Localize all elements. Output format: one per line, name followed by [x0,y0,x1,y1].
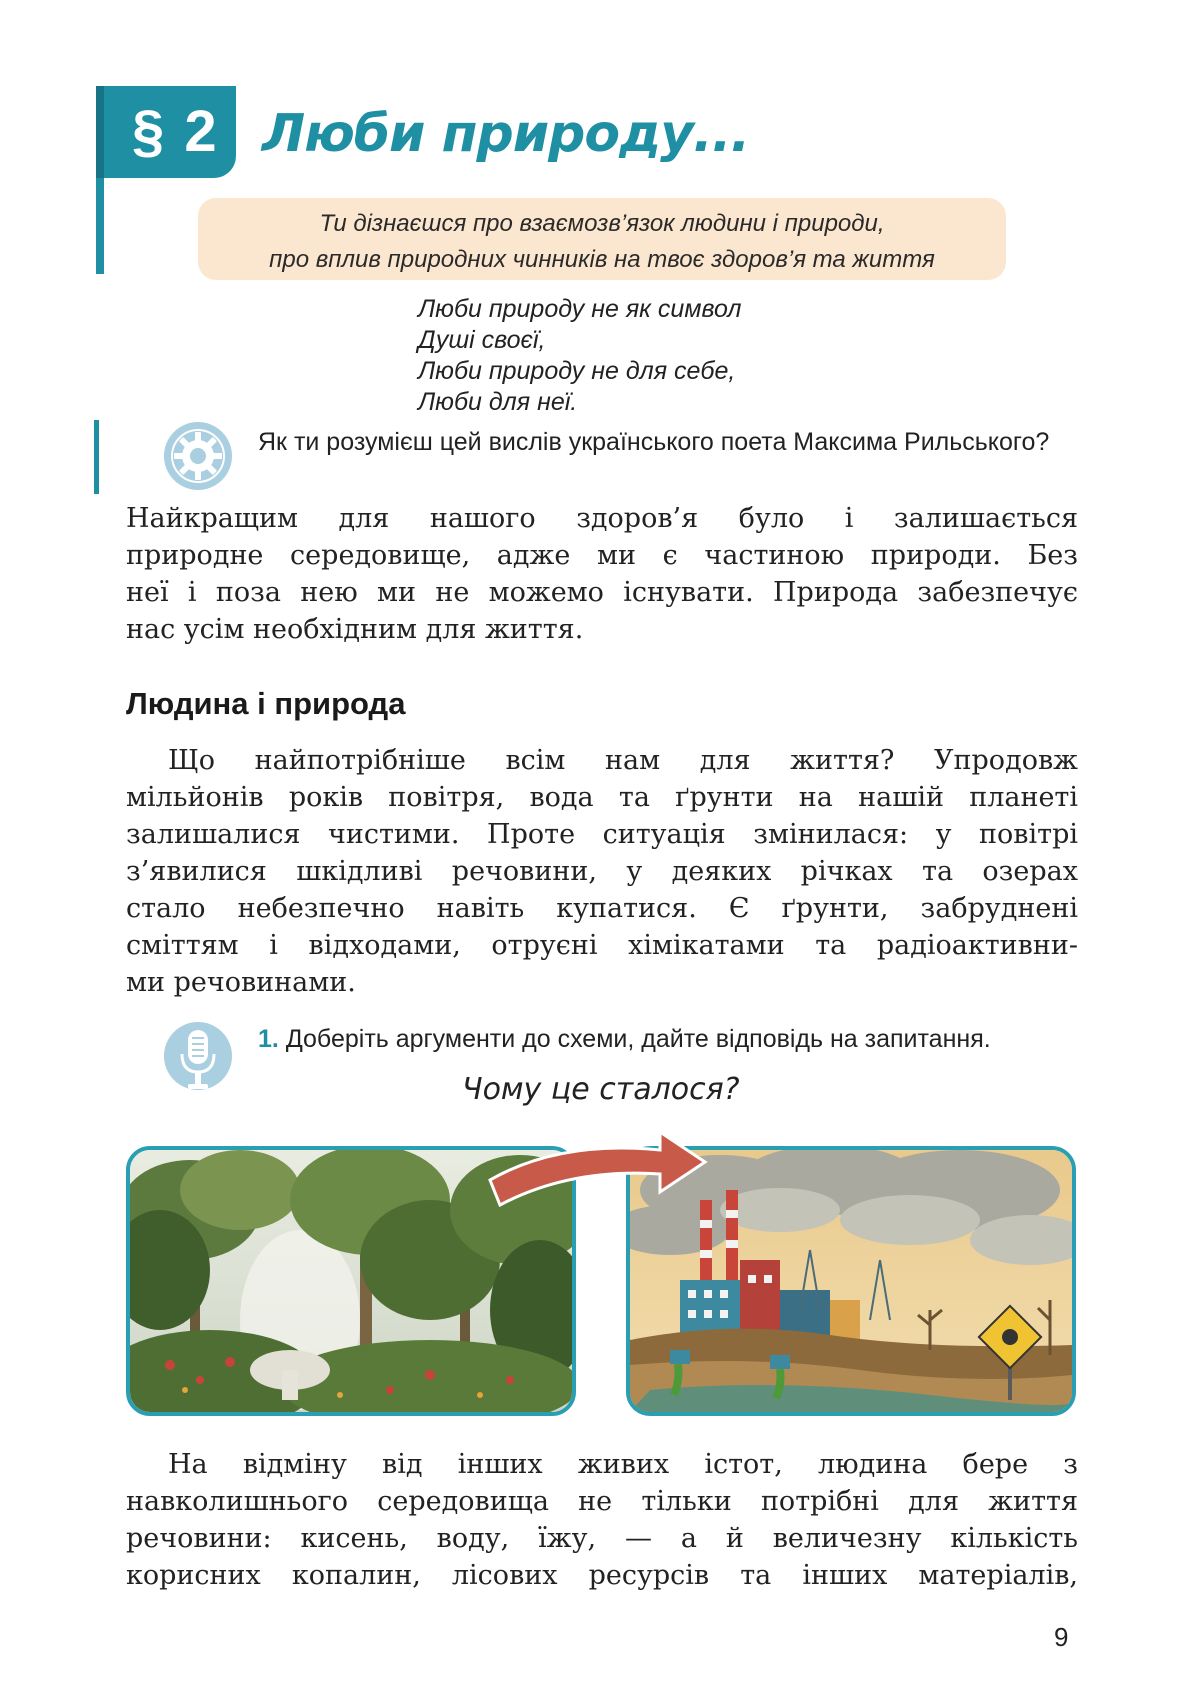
page-number: 9 [1054,1622,1069,1652]
task-number: 1. [258,1025,279,1053]
objective-box [198,198,1006,280]
margin-bar [94,420,99,494]
paragraph-intro [126,500,1078,648]
text-line: Що найпотрібніше всім нам для життя? Упродовж [168,745,1078,776]
question-text: Як ти розумієш цей вислів українського поета Максима Рильського? [258,428,1050,456]
objective-line: про вплив природних чинників на твоє здоров’я та життя [269,246,935,273]
epigraph [418,294,741,418]
objective-line: Ти дізнаєшся про взаємозв’язок людини і природи, [319,210,885,237]
text-line: нас усім необхідним для життя. [126,614,584,645]
paragraph-human-nature [126,742,1078,1001]
text-line: Найкращим для нашого здоров’я було і залишається [126,503,1078,534]
text-line: навколишнього середовища не тільки потрібні для життя [126,1486,1078,1517]
gear-icon [162,420,234,492]
text-line: залишалися чистими. Проте ситуація змінилася: у повітрі [126,819,1078,850]
paragraph-number: § 2 [132,99,219,164]
text-line: сміттям і відходами, отруєні хімікатами та радіоактивни- [126,930,1078,961]
microphone-icon [162,1020,234,1098]
text-line: речовини: кисень, воду, їжу, — а й величезну кількість [126,1523,1078,1554]
section-heading: Людина і природа [126,686,406,721]
text-line: мільйонів років повітря, вода та ґрунти на нашій планеті [126,782,1078,813]
text-line: стало небезпечно навіть купатися. Є ґрунти, забруднені [126,893,1078,924]
epigraph-line: Душі своєї, [418,326,546,354]
text-line: з’явилися шкідливі речовини, у деяких річках та озерах [126,856,1078,887]
text-line: На відміну від інших живих істот, людина бере з [168,1449,1078,1480]
epigraph-line: Люби природу не для себе, [418,357,736,385]
epigraph-line: Люби природу не як символ [418,295,742,323]
text-line: неї і поза нею ми не можемо існувати. Природа забезпечує [126,577,1078,608]
arrow-icon [480,1110,720,1220]
text-line: природне середовище, адже ми є частиною природи. Без [126,540,1078,571]
task-body: Доберіть аргументи до схеми, дайте відповідь на запитання. [285,1025,991,1053]
text-line: ми речовинами. [126,967,356,998]
page-title: Люби природу... [262,104,750,164]
text-line: корисних копалин, лісових ресурсів та інших матеріалів, [126,1560,1078,1591]
paragraph-badge [96,86,236,178]
arrow-caption: Чому це сталося? [462,1072,740,1107]
task-text [258,1024,1078,1054]
epigraph-line: Люби для неї. [418,388,578,416]
paragraph-resources [126,1446,1078,1594]
